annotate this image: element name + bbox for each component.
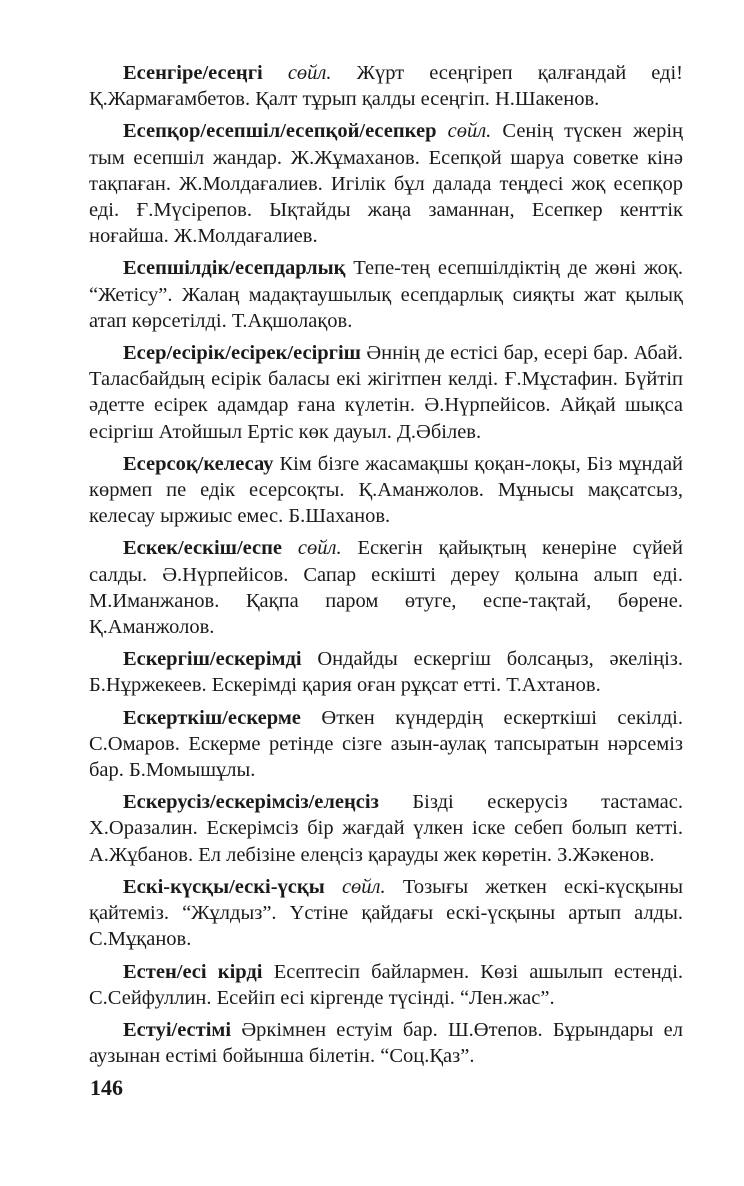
page-number: 146 xyxy=(90,1075,123,1100)
entry-headword: Есепшілдік/есепдарлық xyxy=(123,257,346,280)
entry-headword: Есепқор/есепшіл/есепқой/есепкер xyxy=(123,120,437,143)
entry-examples: Бізді ескерусіз тастамас. Х.Оразалин. Ескерімсіз бір жағдай үлкен іске себеп болып кетті. А.Жұбанов. Ел лебізіне елеңсіз қарауды жек көретін. З.Жәкенов. xyxy=(89,791,683,866)
dictionary-entry xyxy=(89,255,683,334)
entry-usage-label: сөйл. xyxy=(287,62,332,84)
dictionary-entry xyxy=(89,535,683,640)
entry-examples: Өткен күндердің ескерткіші секілді. С.Омаров. Ескерме ретінде сізге азын-аулақ тапсыратын нәрсеміз бар. Б.Момышұлы. xyxy=(89,706,683,782)
entry-headword: Ескерусіз/ескерімсіз/елеңсіз xyxy=(123,791,379,814)
dictionary-entry xyxy=(89,646,683,698)
dictionary-entry xyxy=(89,60,683,112)
dictionary-entry xyxy=(89,118,683,249)
entry-usage-label: сөйл. xyxy=(297,537,342,560)
entry-headword: Ескек/ескіш/еспе xyxy=(123,537,282,560)
entry-headword: Есенгіре/есеңгі xyxy=(123,62,263,84)
entry-examples: Ескегін қайықтың кенеріне сүйей салды. Ә.Нүрпейісов. Сапар ескішті дереу қолына алып еді. М.Иманжанов. Қақпа паром өтуге, еспе-тақтай, бөрене. Қ.Аманжолов. xyxy=(89,537,684,639)
entry-examples: Кім бізге жасамақшы қоқан-лоқы, Біз мұндай көрмеп пе едік есерсоқты. Қ.Аманжолов. Мұнысы мақсатсыз, келесау ыржиыс емес. Б.Шаханов. xyxy=(89,452,684,528)
dictionary-page xyxy=(89,60,683,1075)
entry-examples: Әннің де естісі бар, есері бар. Абай. Таласбайдың есірік баласы екі жігітпен келді. Ғ.Мұстафин. Бүйтіп әдетте есірек адамдар ғана күлетін. Ә.Нүрпейісов. Айқай шықса есіргіш Атойшыл Ертіс көк дауыл. Д.Әбілев. xyxy=(89,342,683,443)
entry-usage-label: сөйл. xyxy=(341,875,386,898)
entry-examples: Тозығы жеткен ескі-күсқыны қайтеміз. “Жұлдыз”. Үстіне қайдағы ескі-үсқыны артып алды. С.Мұқанов. xyxy=(89,875,684,951)
dictionary-entry xyxy=(89,874,683,953)
entry-headword: Есерсоқ/келесау xyxy=(123,452,274,475)
dictionary-entry xyxy=(89,789,683,868)
dictionary-entry xyxy=(89,1017,683,1069)
dictionary-entry xyxy=(89,705,683,784)
entry-headword: Естуі/естімі xyxy=(123,1018,232,1041)
entry-examples: Тепе-тең есепшілдіктің де жөні жоқ. “Жетісу”. Жалаң мадақтаушылық есепдарлық сияқты жат қылық атап көрсетілді. Т.Ақшолақов. xyxy=(89,257,684,332)
entry-headword: Ескергіш/ескерімді xyxy=(123,648,302,671)
entry-headword: Ескерткіш/ескерме xyxy=(123,706,301,729)
entry-headword: Есер/есірік/есірек/есіргіш xyxy=(123,342,361,365)
entry-examples: Жүрт есеңгіреп қалғандай еді! Қ.Жармағамбетов. Қалт тұрып қалды есеңгіп. Н.Шакенов. xyxy=(89,62,684,111)
entry-examples: Сенің түскен жерің тым есепшіл жандар. Ж.Жұмаханов. Есепқой шаруа советке кінә тақпаған. Ж.Молдағалиев. Игілік бұл далада теңдесі жоқ есепқор еді. Ғ.Мүсірепов. Ықтайды жаңа заманнан, Есепкер кенттік ноғайша. Ж.Молдағалиев. xyxy=(89,120,683,248)
entry-examples: Әркімнен естуім бар. Ш.Өтепов. Бұрындары ел аузынан естімі бойынша білетін. “Соц.Қаз”. xyxy=(89,1018,684,1068)
entry-examples: Есептесіп байлармен. Көзі ашылып естенді. С.Сейфуллин. Есейіп есі кіргенде түсінді. “Лен.жас”. xyxy=(89,960,684,1009)
dictionary-entry xyxy=(89,340,683,445)
entry-headword: Естен/есі кірді xyxy=(123,960,263,983)
dictionary-entry xyxy=(89,451,683,530)
dictionary-entry xyxy=(89,959,683,1011)
entry-headword: Ескі-күсқы/ескі-үсқы xyxy=(123,875,325,898)
entry-examples: Ондайды ескергіш болсаңыз, әкеліңіз. Б.Нұржекеев. Ескерімді қария оған рұқсат етті. Т.Ахтанов. xyxy=(89,648,684,697)
entry-usage-label: сөйл. xyxy=(447,120,492,143)
